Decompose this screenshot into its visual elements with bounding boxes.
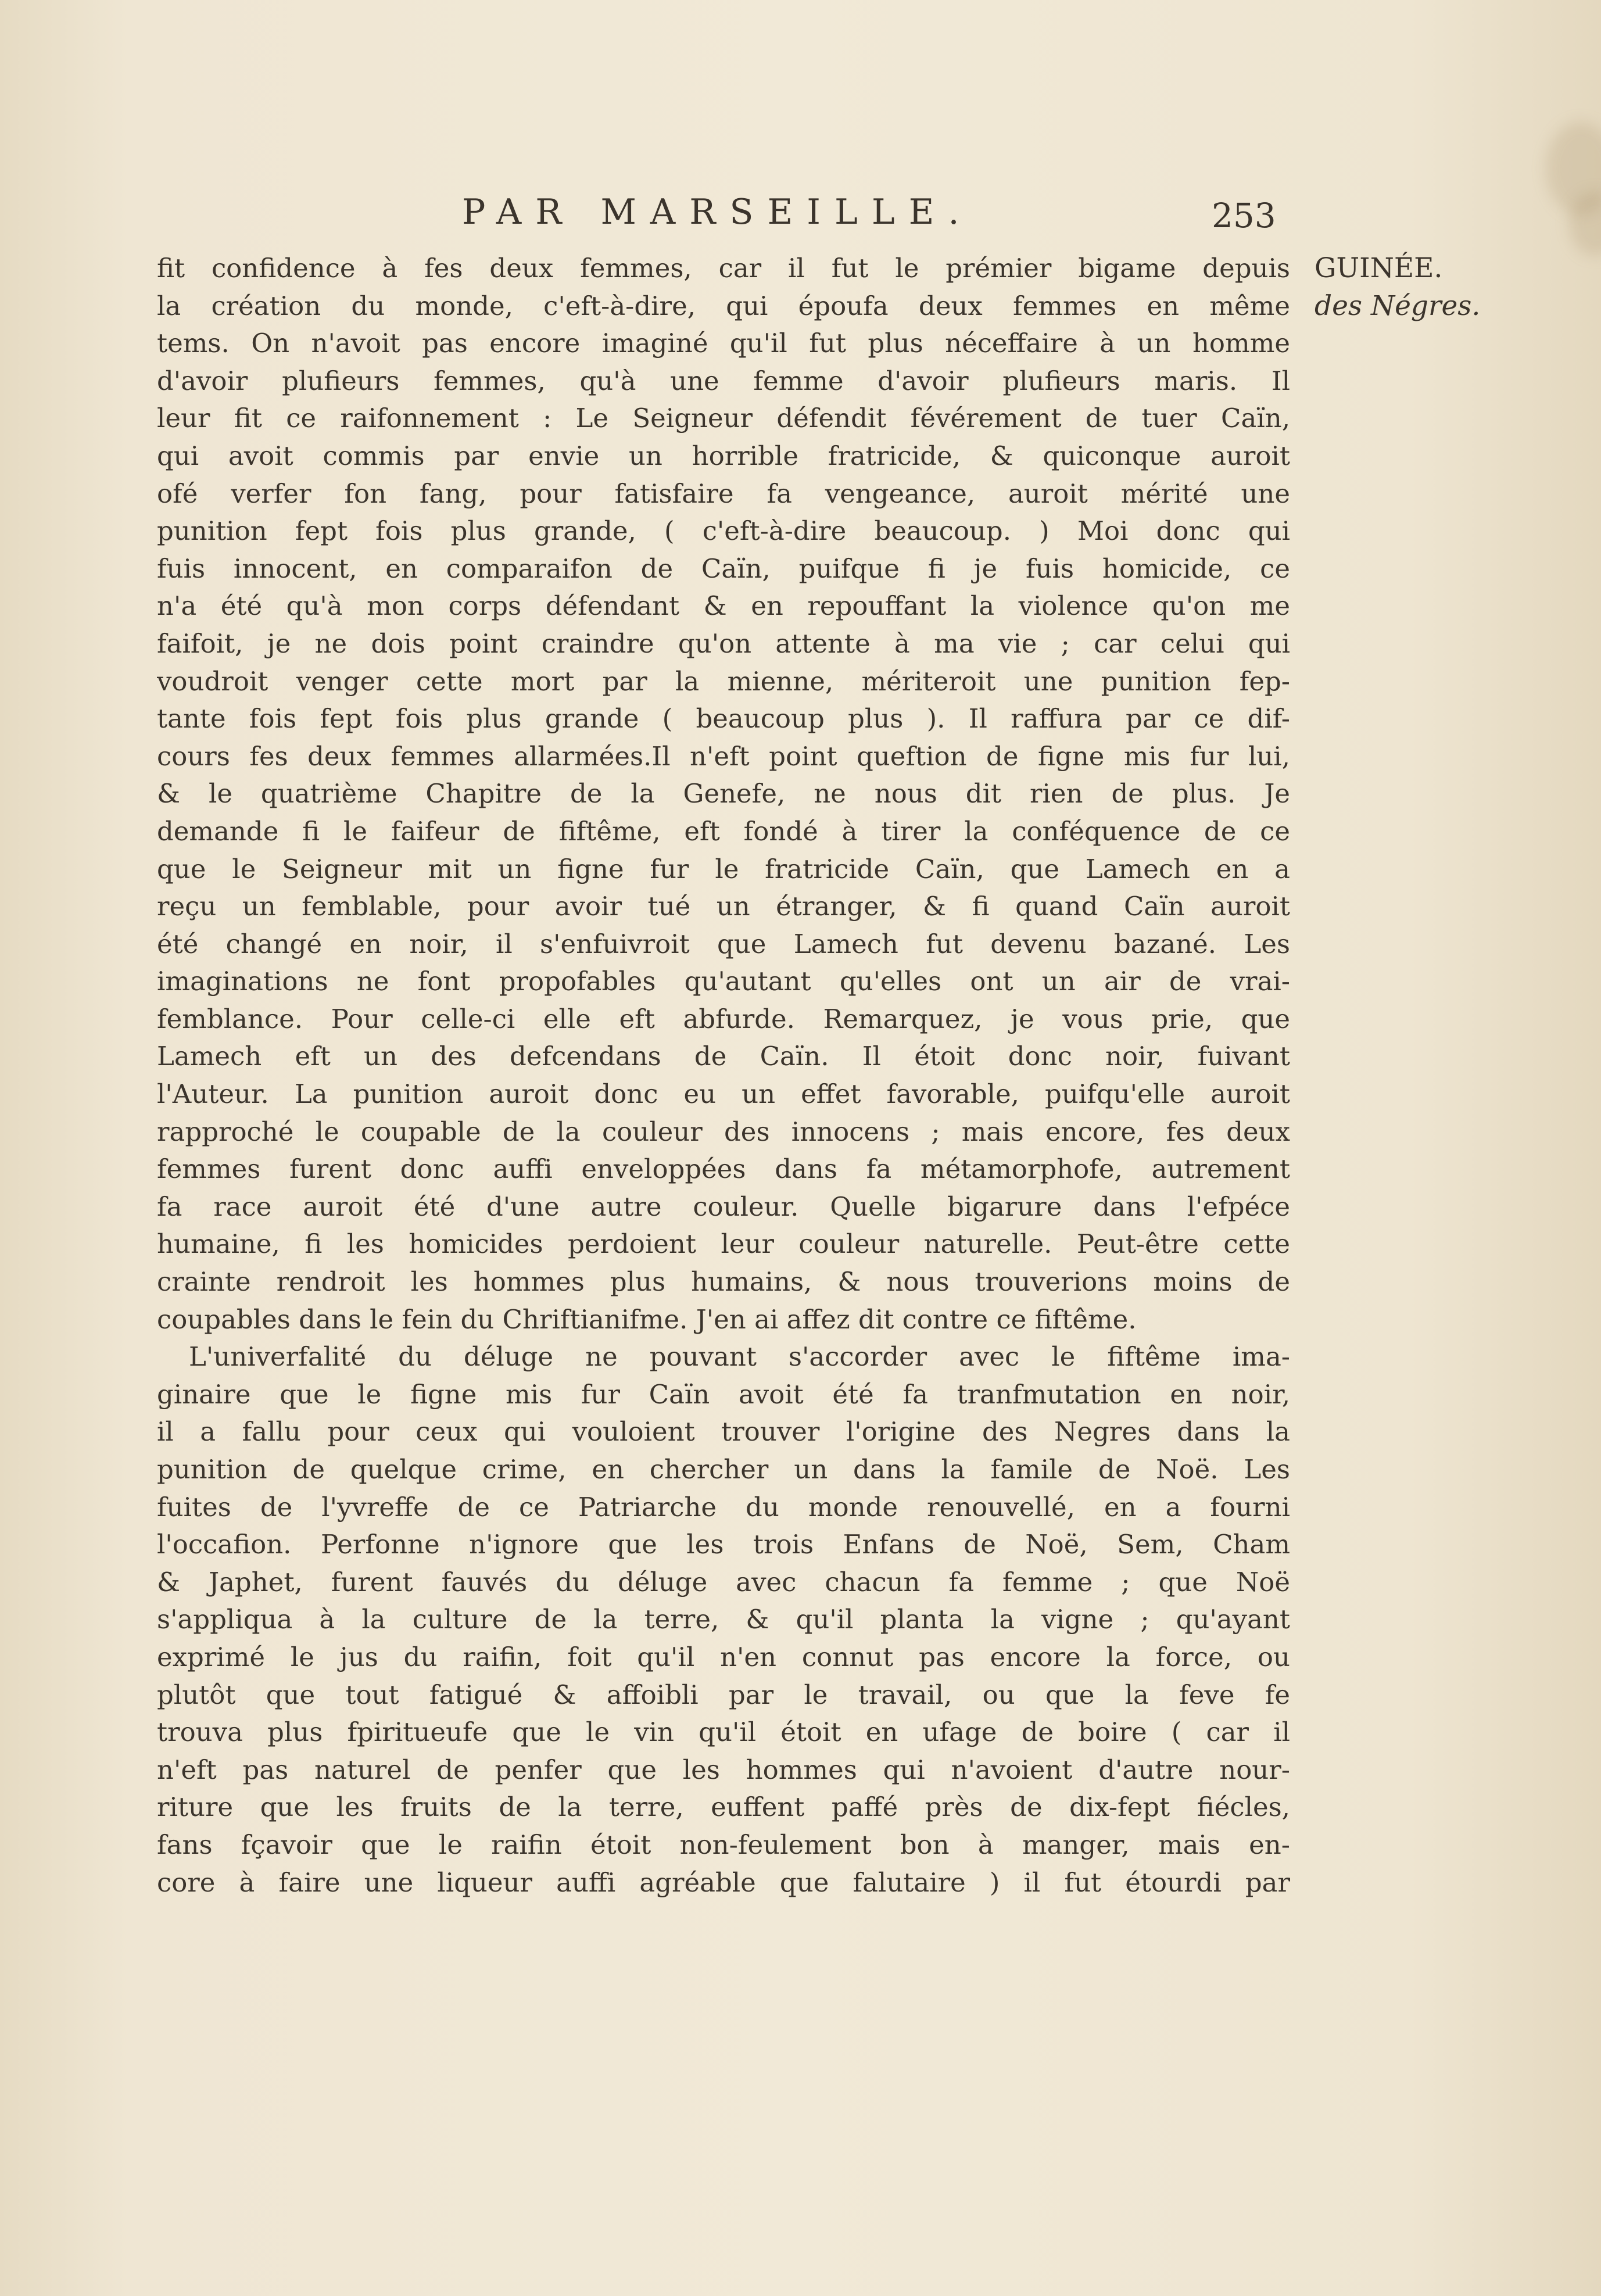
text-line: trouva plus fpiritueufe que le vin qu'il étoit en ufage de boire ( car il (157, 1717, 1290, 1748)
text-line: que le Seigneur mit un figne fur le fratricide Caïn, que Lamech en a (157, 853, 1290, 884)
text-line: femmes furent donc auffi enveloppées dans fa métamorphofe, autrement (157, 1154, 1290, 1185)
text-line: crainte rendroit les hommes plus humains, & nous trouverions moins de (157, 1266, 1290, 1298)
text-line: & le quatrième Chapitre de la Genefe, ne nous dit rien de plus. Je (157, 778, 1290, 809)
text-line: qui avoit commis par envie un horrible fratricide, & quiconque auroit (157, 440, 1290, 471)
text-line: tems. On n'avoit pas encore imaginé qu'il fut plus néceffaire à un homme (157, 328, 1290, 359)
text-line: n'a été qu'à mon corps défendant & en repouffant la violence qu'on me (157, 590, 1290, 622)
text-line: reçu un femblable, pour avoir tué un étranger, & fi quand Caïn auroit (157, 891, 1290, 922)
text-line: humaine, fi les homicides perdoient leur couleur naturelle. Peut-être cette (157, 1228, 1290, 1260)
text-line: l'occafion. Perfonne n'ignore que les trois Enfans de Noë, Sem, Cham (157, 1529, 1290, 1560)
text-line: l'Auteur. La punition auroit donc eu un effet favorable, puifqu'elle auroit (157, 1079, 1290, 1110)
text-line: femblance. Pour celle-ci elle eft abfurde. Remarquez, je vous prie, que (157, 1003, 1290, 1034)
text-line: fa race auroit été d'une autre couleur. Quelle bigarure dans l'efpéce (157, 1191, 1290, 1222)
text-line: imaginations ne font propofables qu'autant qu'elles ont un air de vrai- (157, 966, 1290, 997)
marginal-note-line: des Négres. (1315, 289, 1481, 322)
text-line: Lamech eft un des defcendans de Caïn. Il étoit donc noir, fuivant (157, 1041, 1290, 1072)
text-line: fans fçavoir que le raifin étoit non-feulement bon à manger, mais en- (157, 1829, 1290, 1860)
text-line: punition de quelque crime, en chercher un dans la famile de Noë. Les (157, 1454, 1290, 1485)
page-header (462, 189, 1566, 235)
text-line: L'univerfalité du déluge ne pouvant s'accorder avec le fiftême ima- (189, 1341, 1290, 1373)
text-line: coupables dans le fein du Chriftianifme. J'en ai affez dit contre ce fiftême. (157, 1303, 1137, 1335)
text-line: s'appliqua à la culture de la terre, & qu'il planta la vigne ; qu'ayant (157, 1604, 1290, 1635)
text-line: fit confidence à fes deux femmes, car il fut le prémier bigame depuis (157, 253, 1290, 284)
marginal-note-line: GUINÉE. (1315, 252, 1443, 284)
text-line: core à faire une liqueur auffi agréable que falutaire ) il fut étourdi par (157, 1867, 1290, 1898)
text-line: punition fept fois plus grande, ( c'eft-à-dire beaucoup. ) Moi donc qui (157, 515, 1290, 547)
text-line: leur fit ce raifonnement : Le Seigneur défendit févérement de tuer Caïn, (157, 403, 1290, 434)
paragraph (157, 1338, 1290, 1901)
text-line: plutôt que tout fatigué & affoibli par le travail, ou que la feve fe (157, 1679, 1290, 1710)
text-line: n'eft pas naturel de penfer que les hommes qui n'avoient d'autre nour- (157, 1754, 1290, 1785)
text-line: demande fi le faifeur de fiftême, eft fondé à tirer la conféquence de ce (157, 815, 1290, 847)
text-line: exprimé le jus du raifin, foit qu'il n'en connut pas encore la force, ou (157, 1641, 1290, 1672)
text-line: & Japhet, furent fauvés du déluge avec chacun fa femme ; que Noë (157, 1566, 1290, 1597)
text-line: fuis innocent, en comparaifon de Caïn, puifque fi je fuis homicide, ce (157, 553, 1290, 584)
text-line: faifoit, je ne dois point craindre qu'on attente à ma vie ; car celui qui (157, 628, 1290, 659)
body-text (157, 250, 1290, 1901)
text-line: fuites de l'yvreffe de ce Patriarche du monde renouvellé, en a fourni (157, 1491, 1290, 1523)
text-line: la création du monde, c'eft-à-dire, qui époufa deux femmes en même (157, 290, 1290, 321)
text-line: il a fallu pour ceux qui vouloient trouver l'origine des Negres dans la (157, 1416, 1290, 1448)
page-number: 253 (1212, 196, 1276, 235)
text-line: riture que les fruits de la terre, euffent paffé près de dix-fept fiécles, (157, 1792, 1290, 1823)
text-line: rapproché le coupable de la couleur des innocens ; mais encore, fes deux (157, 1116, 1290, 1147)
text-line: été changé en noir, il s'enfuivroit que Lamech fut devenu bazané. Les (157, 928, 1290, 959)
marginal-note (1315, 250, 1480, 325)
text-line: d'avoir plufieurs femmes, qu'à une femme d'avoir plufieurs maris. Il (157, 365, 1290, 396)
text-line: cours fes deux femmes allarmées.Il n'eft point queftion de figne mis fur lui, (157, 740, 1290, 772)
text-line: tante fois fept fois plus grande ( beaucoup plus ). Il raffura par ce dif- (157, 703, 1290, 735)
text-line: ginaire que le figne mis fur Caïn avoit été fa tranfmutation en noir, (157, 1378, 1290, 1410)
text-line: ofé verfer fon fang, pour fatisfaire fa vengeance, auroit mérité une (157, 478, 1290, 509)
paragraph (157, 250, 1290, 1338)
text-line: voudroit venger cette mort par la mienne, mériteroit une punition fep- (157, 665, 1290, 697)
running-title: PAR MARSEILLE. (462, 192, 973, 232)
